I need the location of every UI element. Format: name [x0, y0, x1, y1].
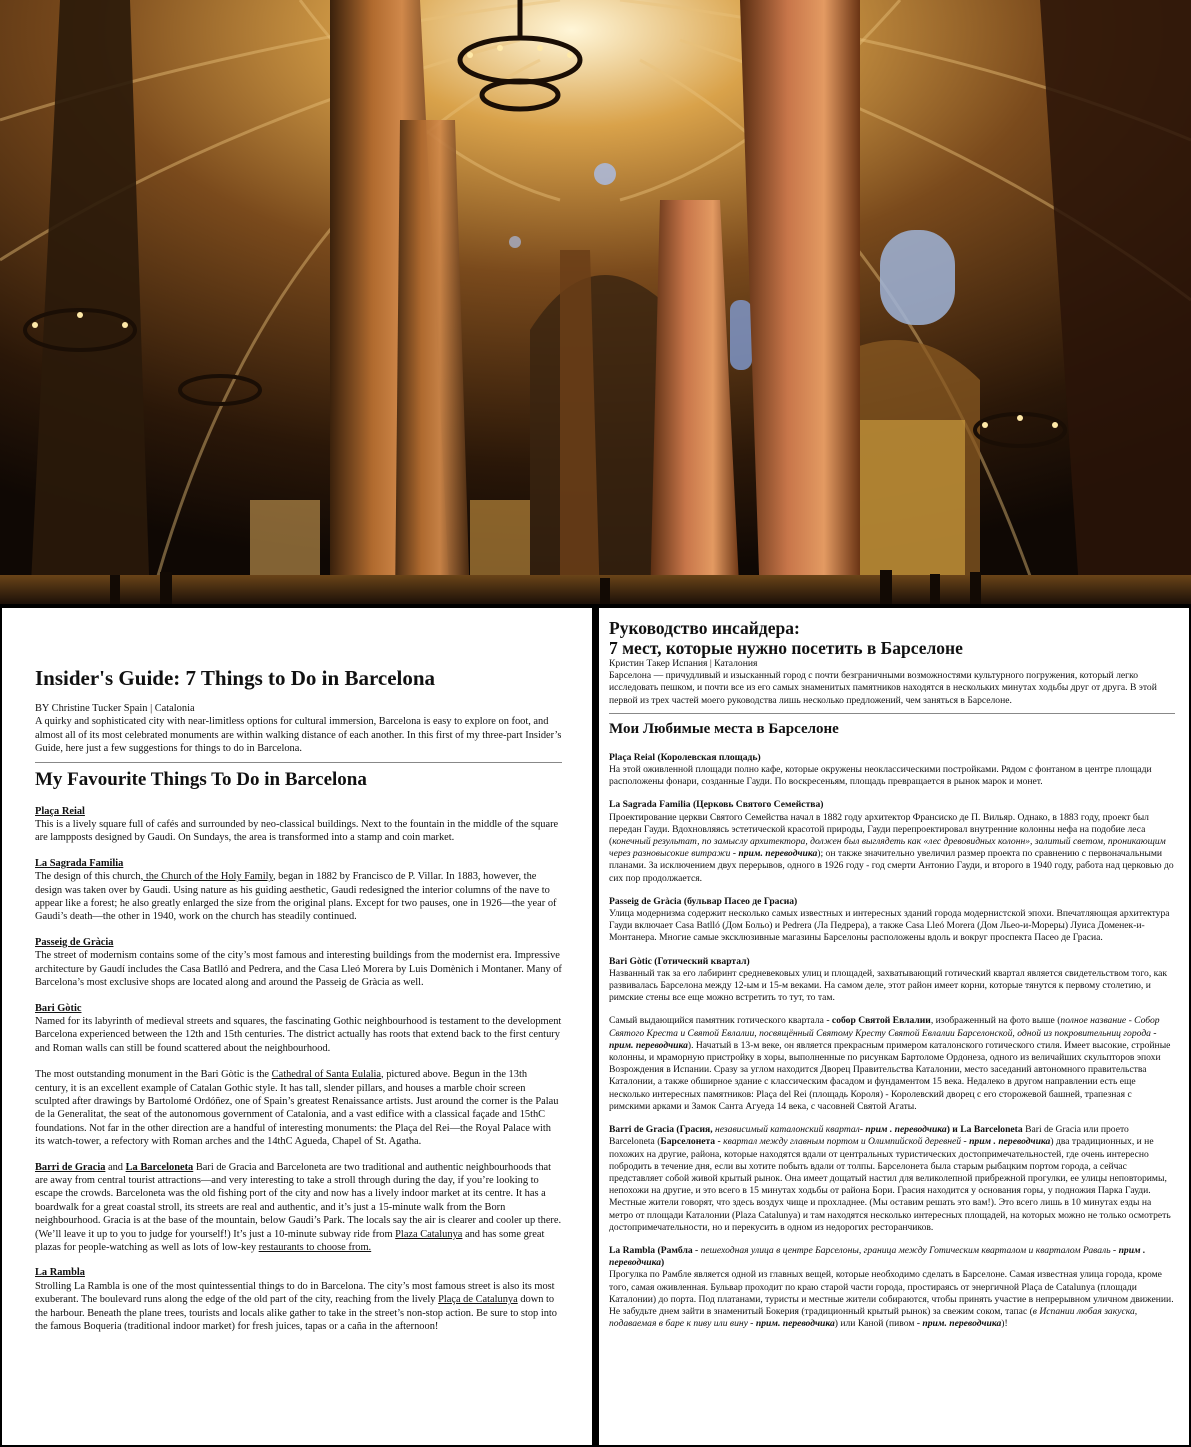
section-gracia-barceloneta [35, 1161, 562, 1255]
restaurants-link[interactable]: restaurants to choose from. [258, 1242, 372, 1253]
section-heading: My Favourite Things To Do in Barcelona [35, 768, 367, 790]
section-text: Named for its labyrinth of medieval streets and squares, the fascinating Gothic neighbourhood is testament to the development Barcelona experienced between the 12th and 15th centuries. The district actually has roots that extend back to the first century and Roman walls can still be found scattered about the neighbourhood. [35, 1015, 562, 1054]
section-title: La Sagrada Familia [35, 857, 124, 869]
section-text: The street of modernism contains some of the city’s most famous and interesting buildings from the modernist era. Impressive architecture by Gaudí includes the Casa Batlló and Pedrera, and the Casa Lleó Morera by Luis Domènich i Montaner. Many of Barcelona’s most exclusive shops are located along and around the Passeig de Gràcia as well. [35, 950, 562, 989]
section-title: La Rambla [35, 1267, 85, 1279]
section-title: La Sagrada Familia (Церковь Святого Семейства) [609, 799, 824, 811]
section-title: Barri de Gracia [35, 1161, 106, 1173]
section-text: Strolling La Rambla is one of the most quintessential things to do in Barcelona. The city’s most famous street is also its most exuberant. The boulevard runs along the edge of the old part of the city, reaching from the lively Plaça de Catalunya down to the harbour. Beneath the plane trees, tourists and locals alike gather to take in the street’s non-stop action. Be sure to stop into the famous Boqueria (traditional indoor market) for fresh juices, tapas or a caña in the afternoon! [35, 1280, 557, 1333]
section-sagrada-familia [609, 799, 1175, 884]
section-text: The most outstanding monument in the Bari Gòtic is the Cathedral of Santa Eulalia, pictured above. Begun in the 13th century, it is an excellent example of Catalan Gothic style. It has tall, slender pillars, and houses a marble choir screen sculpted after drawings by Bartolomé Ordóñez, one of Spain’s greatest Renaissance artists. Just around the corner is the Palau de la Generalitat, the seat of the autonomous government of Catalonia, and a vast edifice with a classical façade and 15thC foundations. Not far in the other direction are a handful of interesting monuments: the Plaça del Rei—the Royal Palace with its watch-tower, a refectory with Roman arches and the 14thC Agueda, Chapel of St. Agatha. [35, 1069, 559, 1148]
section-passeig-de-gracia [35, 936, 562, 990]
byline: BY Christine Tucker Spain | Catalonia [35, 703, 195, 714]
section-sagrada-familia [35, 857, 562, 924]
section-title: Bari Gòtic [35, 1002, 82, 1014]
holy-family-link[interactable]: the Church of the Holy Family [143, 871, 273, 883]
stained-window-icon [730, 300, 752, 370]
section-title: Barri de Gracia [609, 1124, 675, 1136]
section-bari-gotic [35, 1002, 562, 1149]
section-bari-gotic [609, 956, 1175, 1113]
plaza-catalunya-link[interactable]: Plaza Catalunya [395, 1228, 463, 1240]
section-text: Названный так за его лабиринт средневековых улиц и площадей, захватывающий готический квартал является свидетельством того, как развивалась Барселона между 12-ым и 15-м веками. На самом деле, этот район имеет корни, которые тянутся к первому столетию, и римские стены все еще можно встретить то тут, то там. [609, 967, 1168, 1004]
section-title: Passeig de Gràcia (бульвар Пасео де Грасиа) [609, 895, 798, 907]
article-title-line2: 7 мест, которые нужно посетить в Барселоне [609, 638, 963, 658]
divider [609, 713, 1175, 714]
section-text: На этой оживленной площади полно кафе, которые окружены неоклассическими постройками. Рядом с фонтаном в центре площади расположены фонари, созданные Гауди. По воскресеньям, площадь превращается в рынок марок и монет. [609, 764, 1152, 788]
section-title: La Rambla (Рамбла - пешеходная улица в центре Барселоны, граница между Готическим кварталом и кварталом Раваль - прим . переводчика) [609, 1244, 1146, 1269]
section-la-rambla [609, 1245, 1175, 1330]
section-passeig-de-gracia [609, 896, 1175, 945]
section-title: La Barceloneta [960, 1124, 1023, 1136]
section-la-rambla [35, 1266, 562, 1333]
section-title: Bari Gòtic (Готический квартал) [609, 955, 750, 967]
section-title: Plaça Reial [35, 805, 85, 817]
english-article [0, 606, 594, 1447]
section-text: Barri de Gracia (Грасия, независимый каталонский квартал- прим . переводчика) и La Barceloneta Bari de Gracia или проето Barceloneta (Барселонета - квартал между главным портом и Олимпийской деревней - прим . переводчика) два традиционных, и не похожих на другие, района, которые находятся вдали от центральных туристических достопримечательностей, где очень интересно побродить в течение дня, если вы хотите побыть вдали от толпы. Барселонета была старым рыбацким портом города, а сейчас представляет собой живой крытый рынок. Она имеет дощатый настил для великолепной прибрежной прогулки, ее улицы неповторимы, непохожи на другие, и это всего в 15 минутах ходьбы от района Бори. Грасия находится у основания горы, у подножия Парка Гауди. Местные жители говорят, что здесь воздух чище и прохладнее. (Мы оставим решать это вам!). Это всего лишь в 10 минутах езды на метро от площади Каталонии (Plaza Catalunya) и там находятся несколько интересных площадей, на которых можно не только осмотреть достопримечательности, но и перекусить в одном из недорогих ресторанчиков. [609, 1124, 1171, 1233]
intro-paragraph: A quirky and sophisticated city with near-limitless options for cultural immersion, Barcelona is easy to explore on foot, and almost all of its most celebrated monuments are within walking distance of each another. In this first of my three-part Insider’s Guide, here just a few suggestions for things to do in Barcelona. [35, 716, 562, 755]
section-heading: Мои Любимые места в Барселоне [609, 720, 839, 737]
section-text: This is a lively square full of cafés and surrounded by neo-classical buildings. Next to the fountain in the middle of the square are lampposts designed by Gaudi. On Sundays, the area is transformed into a stamp and coin market. [35, 819, 559, 844]
placa-catalunya-link[interactable]: Plaça de Catalunya [438, 1294, 518, 1306]
byline: Кристин Такер Испания | Каталония [609, 658, 758, 669]
stained-window-icon [880, 230, 955, 325]
intro-paragraph: Барселона — причудливый и изысканный город с почти безграничными возможностями культурного погружения, который легко исследовать пешком, и почти все из его самых знаменитых памятников находятся в нескольких минутах ходьбы друг от друга. В этой первой из трех частей моего руководства лишь несколько предложений, чем заняться в Барселоне. [609, 670, 1157, 706]
rose-window-icon [509, 236, 521, 248]
section-text: Самый выдающийся памятник готического квартала - собор Святой Евлалии, изображенный на фото выше (полное название - Собор Святого Креста и Святой Евлалии, посвящённый Святому Кресту Святой Евлалии Барселонской, одной из покровительниц города - прим. переводчика). Начатый в 13-м веке, он является прекрасным примером каталонского готического стиля. Имеет высокие, стройные колонны, и мраморную пристройку в хоры, выполненные по рисункам Бартоломе Ордонеза, одного из величайших скульпторов эпохи Возрождения в Испании. Сразу за углом находится Дворец Правительства Каталонии, место заседаний автономного правительства Каталонии, а также обширное здание с классическим фасадом и фундаментом 15 века. Недалеко в другом направлении есть еще несколько интересных памятников: Plaça del Rei (площадь Короля) - Королевский дворец с его сторожевой башней, трапезная с римскими арками и Замок Санта Агуеда 14 века, с часовней Святой Агаты. [609, 1015, 1171, 1112]
section-placa-reial [35, 805, 562, 845]
rose-window-icon [594, 163, 616, 185]
russian-article [597, 606, 1191, 1447]
section-text: Barri de Gracia and La Barceloneta Bari de Gracia and Barceloneta are two traditional and authentic neighbourhoods that are away from central tourist attractions—and very interesting to take a stroll through during the day, if you’re looking to escape the crowds. Barceloneta was the old fishing port of the city and now has a lively indoor market at its centre. It has a boardwalk for a great coastal stroll, its streets are real and authentic, and it’s just a 15-minute walk from the Born neighbourhood. Gracia is at the base of the mountain, below Gaudi’s Park. The locals say the air is clearer and cooler up there. (We’ll leave it up to you to judge for yourself!) It’s just a 10-minute subway ride from Plaza Catalunya and has some great plazas for people-watching as well as lots of low-key restaurants to choose from. [35, 1161, 562, 1253]
section-text: Улица модернизма содержит несколько самых известных и интересных зданий города модернистской эпохи. Впечатляющая архитектура Гауди включает Casa Batlló (Дом Больо) и Pedrera (Ла Педрера), а также Casa Lleó Morera (Дом Льео-и-Мореры) Луиса Доменек-и-Монтанера. Многие самые эксклюзивные магазины Барселоны расположены вдоль и вокруг проспекта Пасео де Грасиа. [609, 908, 1170, 944]
section-title: Passeig de Gràcia [35, 936, 114, 948]
section-title: Plaça Reial (Королевская площадь) [609, 751, 761, 763]
cathedral-link[interactable]: Cathedral of Santa Eulalia [271, 1069, 382, 1081]
section-text: Проектирование церкви Святого Семейства начал в 1882 году архитектор Франсиско де П. Вильяр. Однако, в 1883 году, проект был передан Гауди. Вдохновляясь эстетической красотой природы, Гауди перепроектировал внутренние колонны нефа на подобие леса (конечный результат, по замыслу архитектора, должен был выглядеть как «лес древовидных колонн», залитый светом, проникающим через разновысокие витражи - прим. переводчика); он также значительно увеличил размер проекта по сравнению с первоначальными планами. За исключением двух перерывов, одного в 1926 году - год смерти Антонио Гауди, и второго в 1940 году, работа над церковью до сих пор продолжается. [609, 811, 1174, 884]
section-title: La Barceloneta [125, 1161, 194, 1173]
section-text: Прогулка по Рамбле является одной из главных вещей, которые необходимо сделать в Барселоне. Самая известная улица города, кроме того, самая оживленная. Бульвар проходит по краю старой части города, простираясь от энергичной Plaça de Catalunya (площади Каталонии) до порта. Под платанами, туристы и местные жители собираются, чтобы принять участие в непрерывном уличном движении. Не забудьте днем зайти в знаменитый Бокерия (традиционный крытый рынок) за свежим соком, тапас (в Испании любая закуска, подаваемая в баре к пиву или вину - прим. переводчика) или Каной (пивом - прим. переводчика)! [609, 1269, 1174, 1330]
section-text: The design of this church, the Church of the Holy Family, began in 1882 by Francisco de P. Villar. In 1883, however, the design was taken over by Gaudi. Using nature as his guiding aesthetic, Gaudi redesigned the interior columns of the nave to appear like a forest; he also greatly enlarged the size from the original plans. Except for two pauses, one in 1926—the year of Gaudi’s death—the other in 1940, work on the church has steadily continued. [35, 871, 557, 923]
article-title: Руководство инсайдера: [609, 618, 800, 638]
section-gracia-barceloneta [609, 1124, 1175, 1234]
article-title: Insider's Guide: 7 Things to Do in Barcelona [35, 666, 436, 690]
section-placa-reial [609, 752, 1175, 789]
divider [35, 762, 562, 763]
cathedral-photo [0, 0, 1191, 604]
